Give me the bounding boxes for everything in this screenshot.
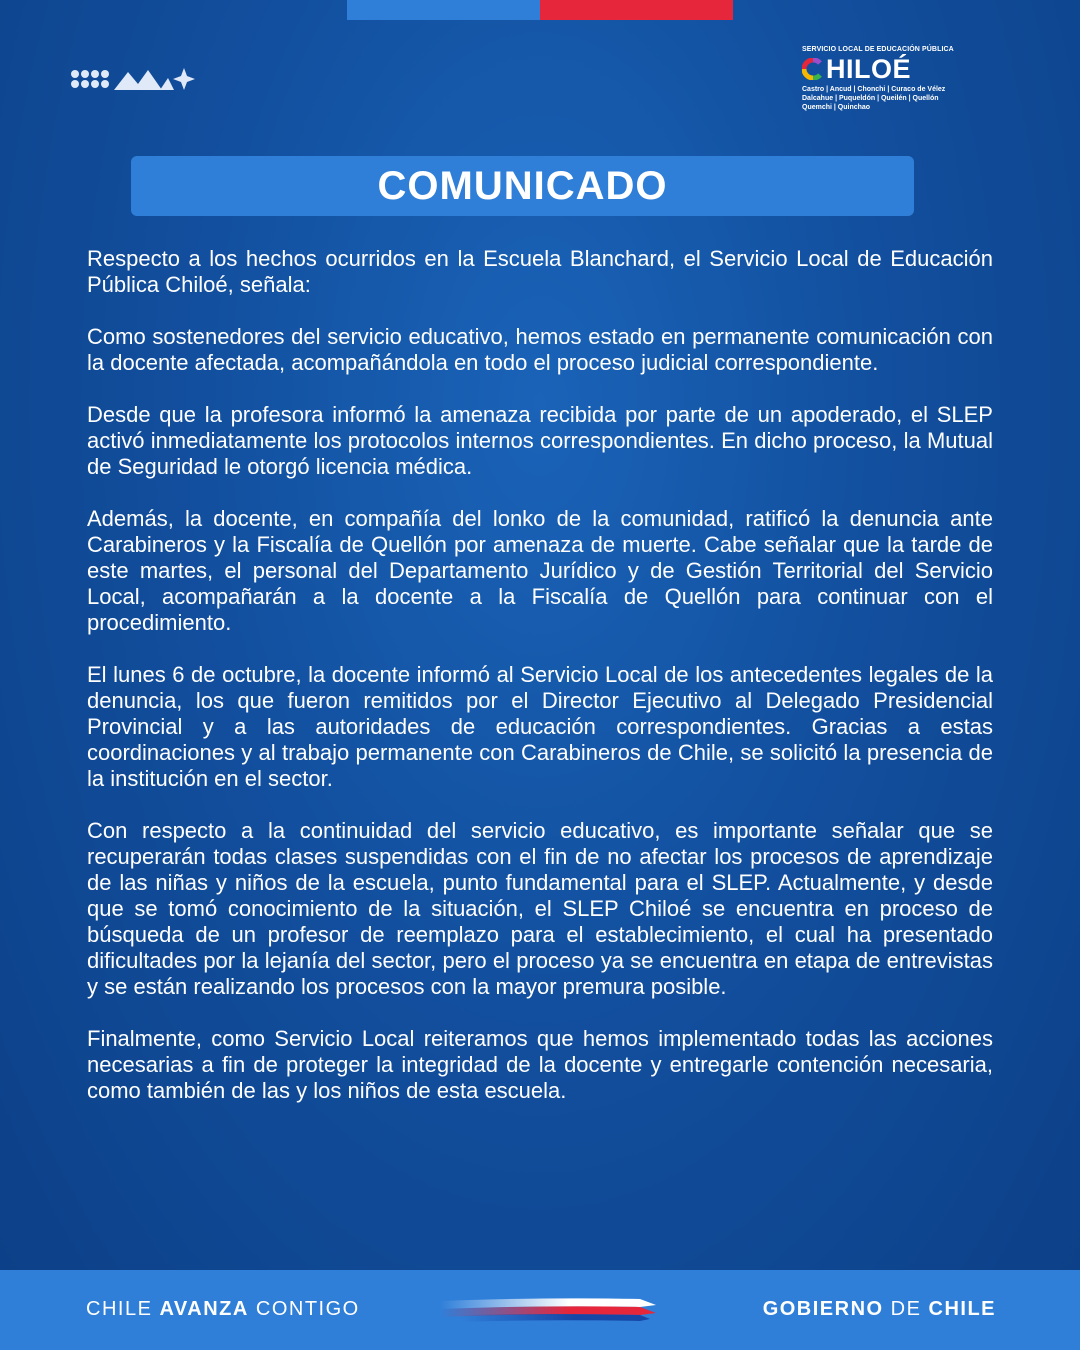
footer-bar xyxy=(0,1270,1080,1350)
footer-government xyxy=(763,1298,996,1321)
brand-supertitle: SERVICIO LOCAL DE EDUCACIÓN PÚBLICA xyxy=(802,46,954,53)
paragraph: Desde que la profesora informó la amenaza recibida por parte de un apoderado, el SLEP activó inmediatamente los protocolos internos correspondientes. En dicho proceso, la Mutual de Seguridad le otorgó licencia médica. xyxy=(87,402,993,479)
chiloe-c-logo-icon xyxy=(802,58,824,80)
paragraph: El lunes 6 de octubre, la docente informó al Servicio Local de los antecedentes legales de la denuncia, los que fueron remitidos por el Director Ejecutivo al Delegado Presidencial Provincial y a las autoridades de educación correspondientes. Gracias a estas coordinaciones y al trabajo permanente con Carabineros de Chile, se solicitó la presencia de la institución en el sector. xyxy=(87,662,993,791)
paragraph: Además, la docente, en compañía del lonko de la comunidad, ratificó la denuncia ante Carabineros y la Fiscalía de Quellón por amenaza de muerte. Cabe señalar que la tarde de este martes, el personal del Departamento Jurídico y de Gestión Territorial del Servicio Local, acompañarán a la docente a la Fiscalía de Quellón para continuar con el procedimiento. xyxy=(87,506,993,635)
page-title: COMUNICADO xyxy=(377,163,668,208)
communes-line-2: Dalcahue | Puqueldón | Queilén | Quellón xyxy=(802,95,939,102)
footer-slogan-part1: CHILE xyxy=(86,1298,160,1320)
footer-slogan-bold: AVANZA xyxy=(159,1298,249,1320)
slep-chiloe-logo xyxy=(802,46,982,112)
paragraph: Como sostenedores del servicio educativo, hemos estado en permanente comunicación con la docente afectada, acompañándola en todo el proceso judicial correspondiente. xyxy=(87,324,993,375)
brand-word: HILOÉ xyxy=(826,54,912,84)
brand-name xyxy=(802,55,982,83)
flag-red-segment xyxy=(540,0,733,20)
title-banner xyxy=(131,156,914,216)
footer-gov-bold-1: GOBIERNO xyxy=(762,1298,884,1320)
communes-line-3: Quemchi | Quinchao xyxy=(802,104,871,111)
footer-gov-bold-2: CHILE xyxy=(928,1298,996,1320)
communique-body xyxy=(87,246,993,1104)
footer-slogan xyxy=(86,1298,360,1321)
dots-mountains-star-icon xyxy=(70,64,200,100)
paragraph: Con respecto a la continuidad del servicio educativo, es importante señalar que se recuperarán todas clases suspendidas con el fin de no afectar los procesos de aprendizaje de las niñas y niños de la escuela, punto fundamental para el SLEP. Actualmente, y desde que se tomó conocimiento de la situación, el SLEP Chiloé se encuentra en proceso de búsqueda de un profesor de reemplazo para el establecimiento, el cual ha presentado dificultades por la lejanía del sector, pero el proceso ya se encuentra en etapa de entrevistas y se están realizando los procesos con la mayor premura posible. xyxy=(87,818,993,999)
footer-slogan-part2: CONTIGO xyxy=(248,1298,360,1320)
top-flag-bar xyxy=(347,0,733,20)
footer-gov-mid: DE xyxy=(883,1298,929,1320)
paragraph: Respecto a los hechos ocurridos en la Escuela Blanchard, el Servicio Local de Educación Pública Chiloé, señala: xyxy=(87,246,993,297)
flag-blue-segment xyxy=(347,0,540,20)
brand-communes xyxy=(802,85,982,112)
communes-line-1: Castro | Ancud | Chonchi | Curaco de Vélez xyxy=(802,86,946,93)
paragraph: Finalmente, como Servicio Local reiteramos que hemos implementado todas las acciones necesarias a fin de proteger la integridad de la docente y entregarle contención necesaria, como también de las y los niños de esta escuela. xyxy=(87,1026,993,1103)
chile-flag-wave-icon xyxy=(440,1297,658,1323)
